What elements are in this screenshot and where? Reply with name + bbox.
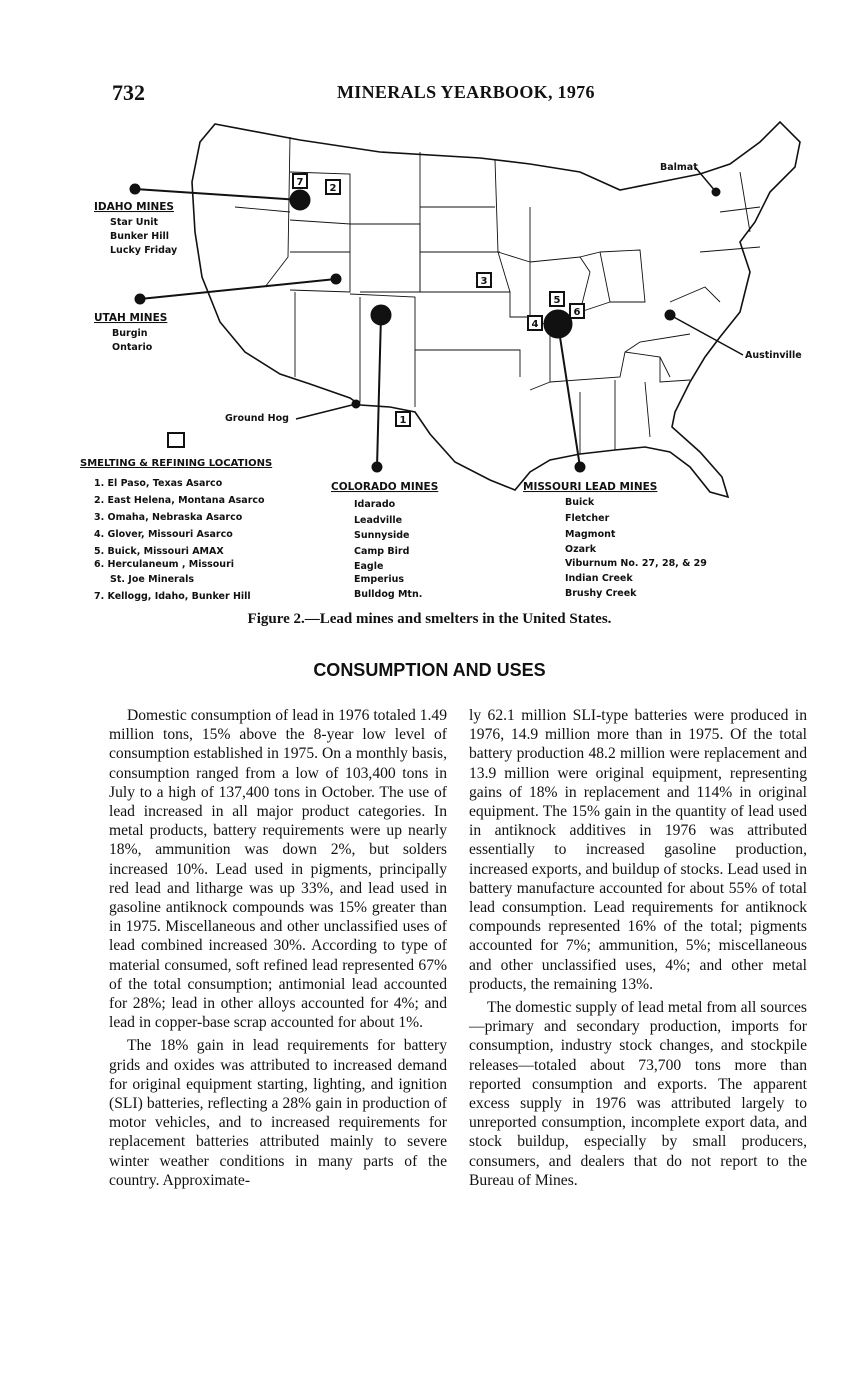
smelter-3-number: 3 xyxy=(480,276,488,287)
body-paragraph-2-continued: ly 62.1 million SLI-type batteries were produced in 1976, 14.9 million more than in 1975. Of the total battery production 48.2 million were replacement and 13.9 million were original equipment, representing gains of 18% in replacement and 114% in original equipment. The 15% gain in the quantity of lead used in antiknock additives in 1976 was attributed essentially to increased gasoline production, increased exports, and buildup of stocks. Lead used in battery manufacture accounted for about 55% of total lead consumption. Lead requirements for antiknock compounds represented 16% of the total; pigments accounted for 7%; ammunition, 5%; miscellaneous and other unclassified uses, 4%; and other metal products, the remaining 13%. xyxy=(469,707,807,993)
colorado-mine-7: Bulldog Mtn. xyxy=(354,589,423,600)
figure-caption: Figure 2.—Lead mines and smelters in the United States. xyxy=(247,611,612,627)
colorado-mines-title: COLORADO MINES xyxy=(331,481,439,493)
missouri-mine-5: Viburnum No. 27, 28, & 29 xyxy=(565,558,707,569)
utah-mine-2: Ontario xyxy=(112,342,153,353)
colorado-mine-6: Emperius xyxy=(354,574,404,585)
missouri-mine-6: Indian Creek xyxy=(565,573,633,584)
balmat-label: Balmat xyxy=(660,162,698,173)
running-head: MINERALS YEARBOOK, 1976 xyxy=(337,82,595,102)
body-column-left xyxy=(109,706,447,1190)
smelter-4-number: 4 xyxy=(531,319,539,330)
smelter-5-number: 5 xyxy=(553,295,561,306)
utah-mine-1: Burgin xyxy=(112,328,148,339)
missouri-mines-title: MISSOURI LEAD MINES xyxy=(523,481,658,493)
idaho-mines-legend xyxy=(94,201,178,256)
colorado-mine-4: Camp Bird xyxy=(354,546,410,557)
colorado-mine-3: Sunnyside xyxy=(354,530,410,541)
colorado-mine-1: Idarado xyxy=(354,499,396,510)
body-paragraph-1: Domestic consumption of lead in 1976 totaled 1.49 million tons, 15% above the 8-year low level of consumption established in 1975. On a monthly basis, consumption ranged from a low of 103,400 tons in July to a high of 137,400 tons in October. The use of lead increased in all major product categories. In metal products, battery requirements were up nearly 18%, ammunition was down 2%, but solders increased 10%. Lead used in pigments, principally red lead and litharge was up 33%, and lead used in gasoline antiknock compounds was 15% greater than in 1975. Miscellaneous and other unclassified uses of lead combined increased 30%. According to type of material consumed, soft refined lead represented 67% of the total consumption; antimonial lead accounted for 28%; lead in other alloys accounted for 4%; and lead in copper-base scrap accounted for about 1%. xyxy=(109,707,447,1032)
smelter-7-number: 7 xyxy=(296,177,304,188)
colorado-mine-5: Eagle xyxy=(354,561,384,572)
section-heading: CONSUMPTION AND USES xyxy=(313,660,546,680)
smelting-legend xyxy=(80,458,272,602)
body-column-right xyxy=(469,706,807,1190)
mine-markers xyxy=(130,167,743,472)
lead-mines-map xyxy=(60,112,820,610)
smelter-item-1: 1. El Paso, Texas Asarco xyxy=(94,478,223,489)
smelter-item-6b: St. Joe Minerals xyxy=(110,574,195,585)
ground-hog-label: Ground Hog xyxy=(225,413,289,424)
body-paragraph-2: The 18% gain in lead requirements for battery grids and oxides was attributed to increased demand for original equipment starting, lighting, and ignition (SLI) batteries, reflecting a 28% gain in production of motor vehicles, and to increased requirements for replacement batteries attributed mainly to severe winter weather conditions in many parts of the country. Approximate- xyxy=(109,1037,447,1189)
smelter-item-5: 5. Buick, Missouri AMAX xyxy=(94,546,224,557)
smelter-item-7: 7. Kellogg, Idaho, Bunker Hill xyxy=(94,591,251,602)
smelter-item-4: 4. Glover, Missouri Asarco xyxy=(94,529,233,540)
missouri-mine-7: Brushy Creek xyxy=(565,588,637,599)
smelter-markers xyxy=(293,174,584,426)
smelting-title: SMELTING & REFINING LOCATIONS xyxy=(80,458,273,469)
missouri-mine-3: Magmont xyxy=(565,529,616,540)
body-paragraph-3: The domestic supply of lead metal from all sources—primary and secondary production, imports for consumption, industry stock changes, and stockpile releases—totaled about 73,700 tons more than reported consumption and exports. The apparent excess supply in 1976 was attributed largely to unreported consumption, incomplete export data, and stock buildup, especially by small producers, consumers, and dealers that do not report to the Bureau of Mines. xyxy=(469,999,807,1189)
idaho-mine-1: Star Unit xyxy=(110,217,159,228)
smelter-item-2: 2. East Helena, Montana Asarco xyxy=(94,495,265,506)
utah-mines-title: UTAH MINES xyxy=(94,312,168,324)
idaho-mines-title: IDAHO MINES xyxy=(94,201,174,213)
colorado-mine-2: Leadville xyxy=(354,515,403,526)
page-number: 732 xyxy=(112,80,145,105)
missouri-mines-legend xyxy=(523,481,707,599)
smelter-2-number: 2 xyxy=(329,183,337,194)
idaho-mine-3: Lucky Friday xyxy=(110,245,178,256)
utah-mines-legend xyxy=(94,312,167,353)
smelter-legend-symbol xyxy=(168,433,184,447)
state-borders xyxy=(235,137,760,454)
idaho-mine-2: Bunker Hill xyxy=(110,231,169,242)
missouri-mine-1: Buick xyxy=(565,497,595,508)
colorado-mines-legend xyxy=(331,481,438,600)
smelter-item-6: 6. Herculaneum , Missouri xyxy=(94,559,235,570)
smelter-item-3: 3. Omaha, Nebraska Asarco xyxy=(94,512,243,523)
smelter-6-number: 6 xyxy=(573,307,581,318)
missouri-mine-4: Ozark xyxy=(565,544,597,555)
smelter-1-number: 1 xyxy=(399,415,407,426)
austinville-label: Austinville xyxy=(745,350,802,361)
missouri-mine-2: Fletcher xyxy=(565,513,610,524)
